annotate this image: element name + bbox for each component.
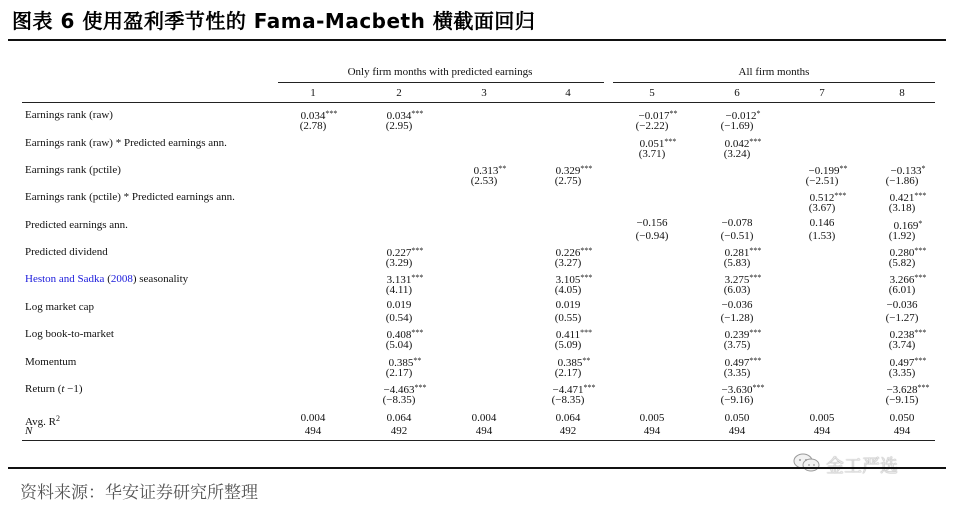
significance-stars: ***	[583, 383, 596, 392]
coefficient: −0.156	[636, 217, 668, 229]
coefficient: 0.280***	[889, 246, 927, 259]
t-statistic: (−2.51)	[805, 175, 839, 187]
coefficient: 0.226***	[555, 246, 593, 259]
significance-stars: ***	[411, 328, 424, 337]
t-statistic: (−9.16)	[720, 394, 754, 406]
r2-value: 0.005	[639, 412, 665, 424]
coefficient: 0.512***	[809, 191, 847, 204]
coefficient: −3.628***	[886, 383, 930, 396]
coefficient: 0.408***	[386, 328, 424, 341]
coefficient: 0.146	[809, 217, 835, 229]
column-header: 7	[819, 87, 825, 99]
coefficient: 0.385**	[388, 356, 422, 369]
t-statistic: (3.18)	[888, 202, 916, 214]
t-statistic: (3.35)	[723, 367, 751, 379]
source-rule	[8, 467, 946, 469]
t-statistic: (0.54)	[385, 312, 413, 324]
t-statistic: (2.75)	[554, 175, 582, 187]
t-statistic: (3.75)	[723, 339, 751, 351]
t-statistic: (6.01)	[888, 284, 916, 296]
significance-stars: **	[413, 356, 422, 365]
t-statistic: (−2.22)	[635, 120, 669, 132]
r2-value: 0.004	[300, 412, 326, 424]
significance-stars: ***	[914, 246, 927, 255]
group-rule-right	[613, 82, 935, 83]
coefficient: 0.329***	[555, 164, 593, 177]
coefficient: 0.497***	[724, 356, 762, 369]
row-label: Earnings rank (raw)	[25, 109, 113, 121]
coefficient: −4.471***	[552, 383, 596, 396]
coefficient: −4.463***	[383, 383, 427, 396]
significance-stars: ***	[580, 328, 593, 337]
n-value: 494	[728, 425, 746, 437]
coefficient: 0.313**	[473, 164, 507, 177]
t-statistic: (3.27)	[554, 257, 582, 269]
row-label: Earnings rank (raw) * Predicted earnings ann.	[25, 137, 227, 149]
t-statistic: (−8.35)	[382, 394, 416, 406]
n-value: 492	[390, 425, 408, 437]
n-label: N	[25, 425, 33, 437]
coefficient: 3.266***	[889, 273, 927, 286]
row-label: Predicted earnings ann.	[25, 219, 128, 231]
column-header: 2	[396, 87, 402, 99]
t-statistic: (2.53)	[470, 175, 498, 187]
significance-stars: ***	[749, 273, 762, 282]
n-value: 494	[813, 425, 831, 437]
significance-stars: ***	[664, 137, 677, 146]
r2-value: 0.004	[471, 412, 497, 424]
significance-stars: ***	[411, 109, 424, 118]
significance-stars: ***	[580, 246, 593, 255]
t-statistic: (3.29)	[385, 257, 413, 269]
coefficient: 0.227***	[386, 246, 424, 259]
row-label: Momentum	[25, 356, 77, 368]
t-statistic: (1.92)	[888, 230, 916, 242]
row-label: Earnings rank (pctile)	[25, 164, 121, 176]
coefficient: 0.239***	[724, 328, 762, 341]
significance-stars: ***	[917, 383, 930, 392]
coefficient: −3.630***	[721, 383, 765, 396]
group-rule-left	[278, 82, 604, 83]
t-statistic: (3.24)	[723, 148, 751, 160]
n-value: 494	[643, 425, 661, 437]
significance-stars: ***	[914, 328, 927, 337]
coefficient: 0.051***	[639, 137, 677, 150]
row-label: Predicted dividend	[25, 246, 108, 258]
t-statistic: (−1.86)	[885, 175, 919, 187]
t-statistic: (−9.15)	[885, 394, 919, 406]
r2-value: 0.050	[889, 412, 915, 424]
significance-stars: **	[839, 164, 848, 173]
t-statistic: (3.67)	[808, 202, 836, 214]
n-value: 494	[475, 425, 493, 437]
t-statistic: (5.09)	[554, 339, 582, 351]
row-label: Earnings rank (pctile) * Predicted earnings ann.	[25, 191, 235, 203]
r2-value: 0.064	[555, 412, 581, 424]
significance-stars: *	[756, 109, 761, 118]
significance-stars: ***	[325, 109, 338, 118]
column-header: 6	[734, 87, 740, 99]
coefficient: −0.133*	[890, 164, 926, 177]
t-statistic: (5.82)	[888, 257, 916, 269]
row-label: Heston and Sadka (2008) seasonality	[25, 273, 189, 285]
t-statistic: (2.78)	[299, 120, 327, 132]
coefficient: 0.019	[386, 299, 412, 311]
wechat-icon	[792, 452, 822, 479]
n-value: 494	[304, 425, 322, 437]
significance-stars: ***	[411, 273, 424, 282]
group-header-predicted: Only firm months with predicted earnings	[347, 66, 533, 78]
column-header: 1	[310, 87, 316, 99]
coefficient: −0.012*	[725, 109, 761, 122]
row-label: Return (t −1)	[25, 383, 83, 395]
t-statistic: (4.05)	[554, 284, 582, 296]
significance-stars: ***	[914, 191, 927, 200]
row-label: Log market cap	[25, 301, 95, 313]
significance-stars: **	[669, 109, 678, 118]
significance-stars: ***	[752, 383, 765, 392]
coefficient: 0.238***	[889, 328, 927, 341]
significance-stars: ***	[749, 356, 762, 365]
t-statistic: (5.04)	[385, 339, 413, 351]
significance-stars: ***	[749, 246, 762, 255]
watermark-text: 金工严选	[826, 456, 898, 477]
t-statistic: (2.95)	[385, 120, 413, 132]
coefficient: 0.281***	[724, 246, 762, 259]
coefficient: 3.131***	[386, 273, 424, 286]
t-statistic: (6.03)	[723, 284, 751, 296]
t-statistic: (3.35)	[888, 367, 916, 379]
coefficient: 0.497***	[889, 356, 927, 369]
significance-stars: **	[582, 356, 591, 365]
significance-stars: ***	[411, 246, 424, 255]
column-header: 8	[899, 87, 905, 99]
significance-stars: ***	[749, 328, 762, 337]
t-statistic: (−1.69)	[720, 120, 754, 132]
coefficient: 0.034***	[300, 109, 338, 122]
r2-value: 0.050	[724, 412, 750, 424]
header-rule	[22, 102, 935, 103]
coefficient: −0.017**	[638, 109, 678, 122]
r2-value: 0.005	[809, 412, 835, 424]
coefficient: −0.199**	[808, 164, 848, 177]
t-statistic: (−1.27)	[885, 312, 919, 324]
coefficient: 0.385**	[557, 356, 591, 369]
time-variable: t	[61, 383, 65, 395]
watermark	[792, 452, 898, 478]
coefficient: −0.078	[721, 217, 753, 229]
significance-stars: ***	[580, 273, 593, 282]
coefficient: 0.169*	[893, 219, 923, 232]
t-statistic: (2.17)	[385, 367, 413, 379]
significance-stars: ***	[834, 191, 847, 200]
r2-value: 0.064	[386, 412, 412, 424]
t-statistic: (3.74)	[888, 339, 916, 351]
column-header: 3	[481, 87, 487, 99]
significance-stars: ***	[914, 273, 927, 282]
row-label: Log book-to-market	[25, 328, 114, 340]
t-statistic: (1.53)	[808, 230, 836, 242]
coefficient: 0.042***	[724, 137, 762, 150]
coefficient: −0.036	[721, 299, 753, 311]
title-underline	[8, 39, 946, 41]
r2-label: Avg. $R^2$	[25, 414, 60, 428]
t-statistic: (−1.28)	[720, 312, 754, 324]
significance-stars: ***	[749, 137, 762, 146]
significance-stars: *	[921, 164, 926, 173]
coefficient: 0.019	[555, 299, 581, 311]
group-header-all: All firm months	[738, 66, 810, 78]
n-value: 492	[559, 425, 577, 437]
significance-stars: ***	[414, 383, 427, 392]
coefficient: 0.421***	[889, 191, 927, 204]
table-bottom-rule	[22, 440, 935, 441]
t-statistic: (3.71)	[638, 148, 666, 160]
coefficient: 0.034***	[386, 109, 424, 122]
n-value: 494	[893, 425, 911, 437]
column-header: 4	[565, 87, 571, 99]
t-statistic: (2.17)	[554, 367, 582, 379]
figure-title: 图表 6 使用盈利季节性的 Fama-Macbeth 横截面回归	[12, 9, 536, 33]
citation-link[interactable]: Heston and Sadka	[25, 273, 105, 285]
t-statistic: (−0.51)	[720, 230, 754, 242]
significance-stars: ***	[580, 164, 593, 173]
significance-stars: *	[918, 219, 923, 228]
column-header: 5	[649, 87, 655, 99]
coefficient: 0.411***	[555, 328, 593, 341]
significance-stars: **	[498, 164, 507, 173]
t-statistic: (0.55)	[554, 312, 582, 324]
t-statistic: (−0.94)	[635, 230, 669, 242]
source-note: 资料来源：华安证券研究所整理	[20, 483, 258, 503]
t-statistic: (−8.35)	[551, 394, 585, 406]
citation-year-link[interactable]: 2008	[110, 273, 133, 285]
coefficient: 3.105***	[555, 273, 593, 286]
r2-superscript: 2	[55, 414, 60, 423]
t-statistic: (5.83)	[723, 257, 751, 269]
t-statistic: (4.11)	[385, 284, 413, 296]
coefficient: 3.275***	[724, 273, 762, 286]
coefficient: −0.036	[886, 299, 918, 311]
significance-stars: ***	[914, 356, 927, 365]
